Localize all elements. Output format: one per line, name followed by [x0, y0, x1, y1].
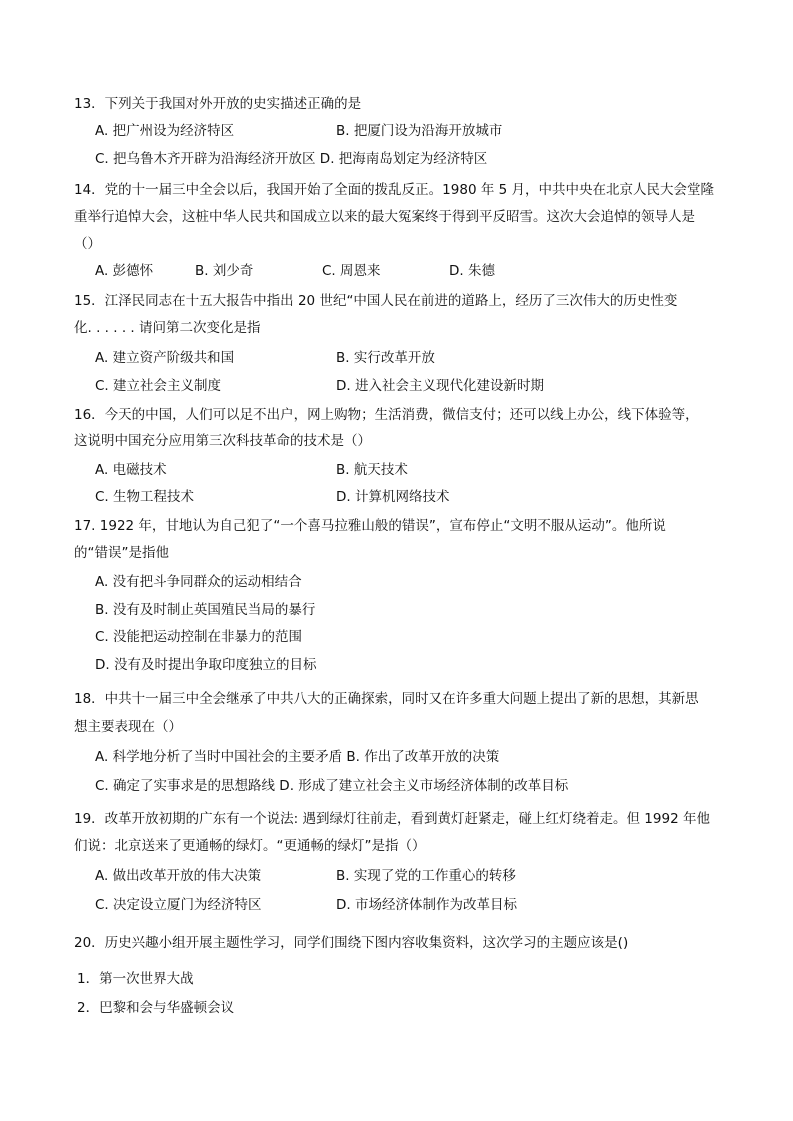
q18-option-a-b: A. 科学地分析了当时中国社会的主要矛盾 B. 作出了改革开放的决策	[95, 749, 500, 765]
q17-stem-line2: 的“错误”是指他	[74, 545, 169, 561]
q14-stem-line1: 14．党的十一届三中全会以后，我国开始了全面的拨乱反正。1980 年 5 月，中共中央在北京人民大会堂隆	[74, 182, 714, 198]
q16-option-b: B. 航天技术	[336, 462, 408, 478]
q15-stem-line2: 化. . . . . . 请问第二次变化是指	[74, 320, 261, 336]
q19-stem-line2: 们说：北京送来了更通畅的绿灯。“更通畅的绿灯”是指（）	[74, 838, 426, 854]
q17-option-b: B. 没有及时制止英国殖民当局的暴行	[95, 602, 316, 618]
q14-option-b: B. 刘少奇	[195, 263, 254, 279]
q19-option-d: D. 市场经济体制作为改革目标	[336, 897, 517, 913]
q16-option-d: D. 计算机网络技术	[336, 489, 450, 505]
q19-option-b: B. 实现了党的工作重心的转移	[336, 868, 516, 884]
q15-option-b: B. 实行改革开放	[336, 350, 435, 366]
q15-option-a: A. 建立资产阶级共和国	[95, 350, 235, 366]
q18-option-c-d: C. 确定了实事求是的思想路线 D. 形成了建立社会主义市场经济体制的改革目标	[95, 778, 569, 794]
q18-stem-line2: 想主要表现在（）	[74, 719, 182, 735]
q20-item-1: 1．第一次世界大战	[77, 971, 194, 987]
q14-stem-line2: 重举行追悼大会，这桩中华人民共和国成立以来的最大冤案终于得到平反昭雪。这次大会追悼的领导人是	[74, 209, 695, 225]
q15-stem-line1: 15．江泽民同志在十五大报告中指出 20 世纪“中国人民在前进的道路上，经历了三次伟大的历史性变	[74, 293, 678, 309]
q14-option-d: D. 朱德	[449, 263, 495, 279]
q16-stem-line1: 16．今天的中国，人们可以足不出户，网上购物；生活消费，微信支付；还可以线上办公，线下体验等，	[74, 407, 699, 423]
q18-stem-line1: 18．中共十一届三中全会继承了中共八大的正确探索，同时又在许多重大问题上提出了新的思想，其新思	[74, 691, 699, 707]
q17-option-a: A. 没有把斗争同群众的运动相结合	[95, 574, 302, 590]
q16-option-c: C. 生物工程技术	[95, 489, 195, 505]
q13-option-a: A. 把广州设为经济特区	[95, 123, 235, 139]
q19-option-a: A. 做出改革开放的伟大决策	[95, 868, 262, 884]
q20-item-2: 2．巴黎和会与华盛顿会议	[77, 1000, 235, 1016]
q13-option-c-d: C. 把乌鲁木齐开辟为沿海经济开放区 D. 把海南岛划定为经济特区	[95, 151, 488, 167]
q15-option-d: D. 进入社会主义现代化建设新时期	[336, 378, 544, 394]
q17-option-c: C. 没能把运动控制在非暴力的范围	[95, 629, 303, 645]
q20-stem: 20．历史兴趣小组开展主题性学习，同学们围绕下图内容收集资料，这次学习的主题应该是()	[74, 935, 629, 951]
q16-option-a: A. 电磁技术	[95, 462, 167, 478]
q14-option-c: C. 周恩来	[322, 263, 381, 279]
q16-stem-line2: 这说明中国充分应用第三次科技革命的技术是（）	[74, 433, 371, 449]
q13-option-b: B. 把厦门设为沿海开放城市	[336, 123, 503, 139]
q19-stem-line1: 19．改革开放初期的广东有一个说法: 遇到绿灯往前走，看到黄灯赶紧走，碰上红灯绕着走。但 1992 年他	[74, 811, 710, 827]
q19-option-c: C. 决定设立厦门为经济特区	[95, 897, 262, 913]
q14-stem-line3: （）	[74, 236, 101, 252]
q17-stem-line1: 17. 1922 年，甘地认为自己犯了“一个喜马拉雅山般的错误”，宣布停止“文明不服从运动”。他所说	[74, 518, 666, 534]
q17-option-d: D. 没有及时提出争取印度独立的目标	[95, 657, 317, 673]
q13-stem: 13．下列关于我国对外开放的史实描述正确的是	[74, 96, 362, 112]
q15-option-c: C. 建立社会主义制度	[95, 378, 222, 394]
q14-option-a: A. 彭德怀	[95, 263, 154, 279]
